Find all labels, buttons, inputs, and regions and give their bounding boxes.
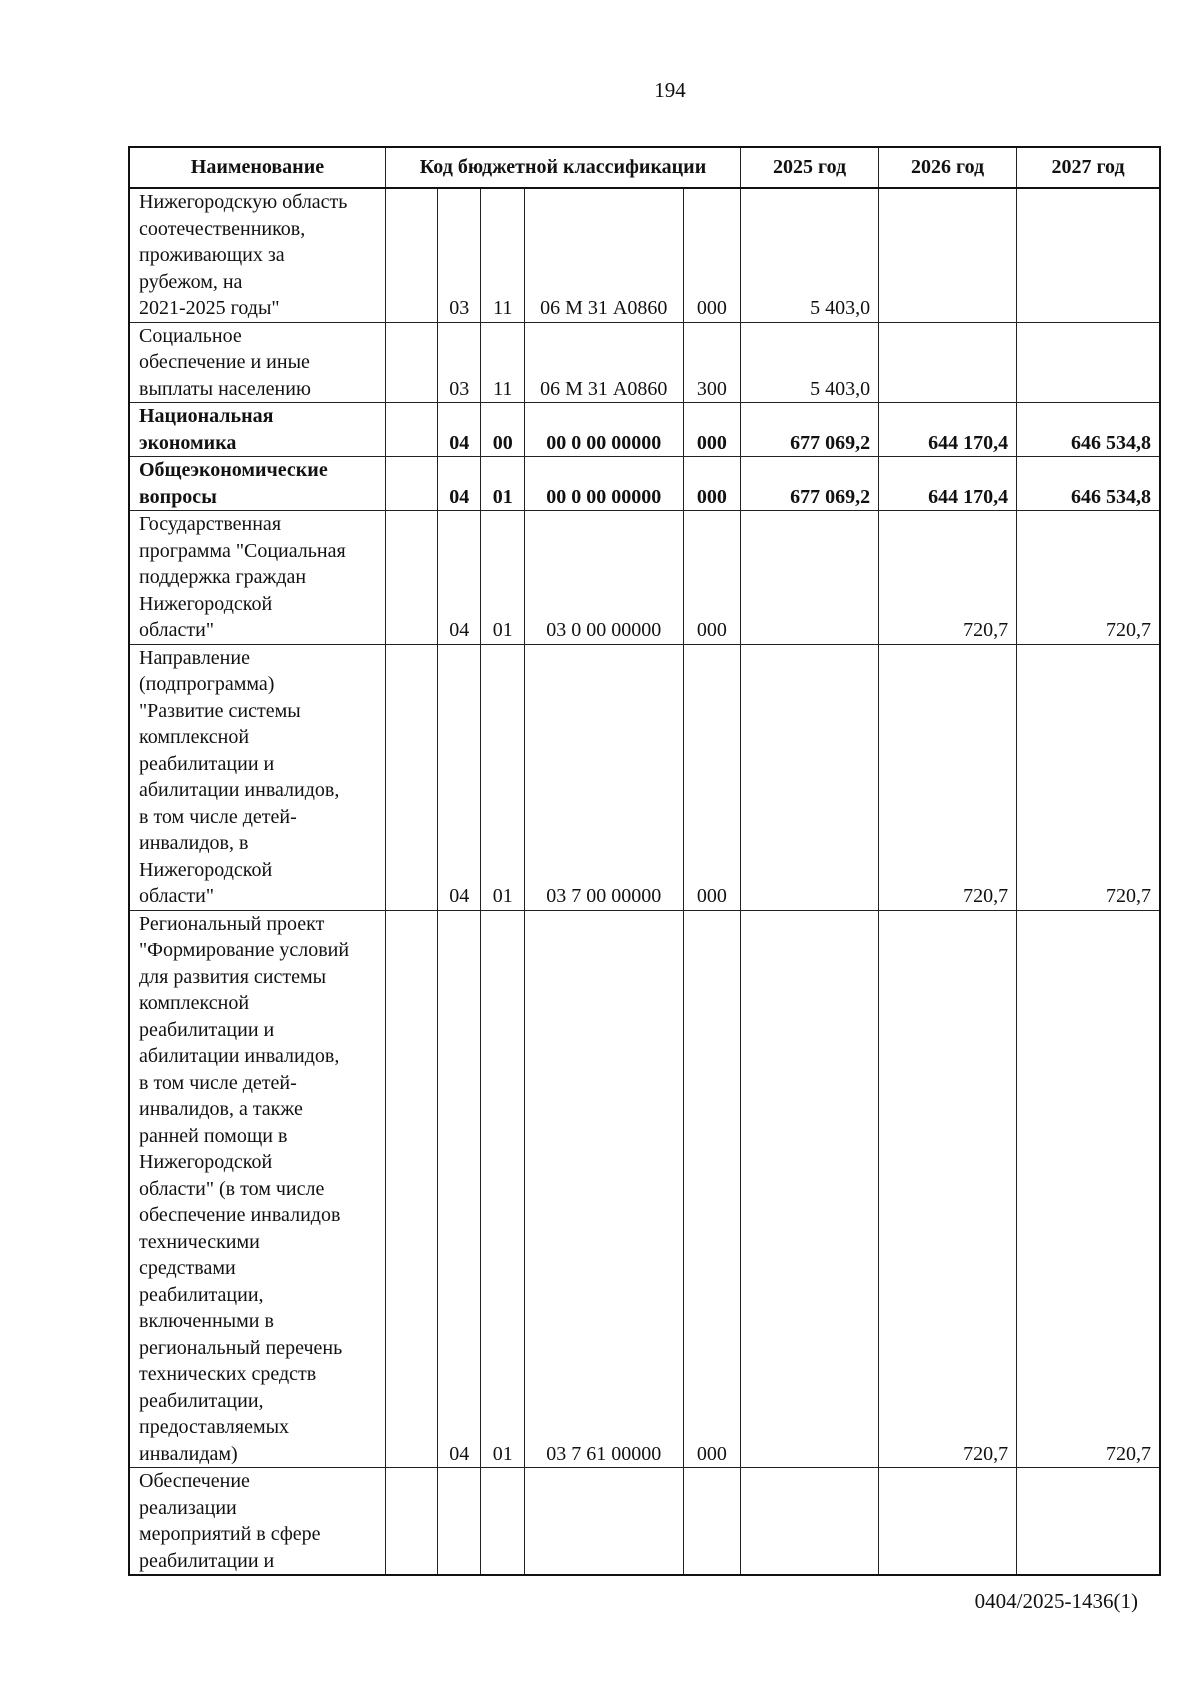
row-name-line: проживающих за <box>139 244 285 266</box>
row-name <box>129 1468 385 1576</box>
row-name-line: рубежом, на <box>139 270 243 293</box>
row-name-line: предоставляемых <box>139 1416 290 1438</box>
row-name-line: Нижегородской <box>139 1151 273 1173</box>
row-expense-kind: 000 <box>683 188 741 322</box>
row-amount-2027: 646 534,8 <box>1017 457 1160 511</box>
row-amount-2025 <box>741 511 879 645</box>
row-name <box>129 322 385 403</box>
row-section: 04 <box>438 403 481 457</box>
header-2025: 2025 год <box>741 147 879 188</box>
row-name-line: реабилитации, <box>139 1283 264 1306</box>
row-amount-2027 <box>1017 188 1160 322</box>
row-name-line: поддержка граждан <box>139 566 307 588</box>
table-body <box>129 188 1160 1575</box>
row-amount-2026: 644 170,4 <box>879 457 1017 511</box>
document-id: 0404/2025-1436(1) <box>974 1589 1138 1613</box>
row-subsection: 01 <box>481 644 524 910</box>
row-section: 03 <box>438 322 481 403</box>
table-header-row <box>129 147 1160 188</box>
row-target-code: 03 0 00 00000 <box>524 511 683 645</box>
row-name <box>129 910 385 1468</box>
row-subsection: 11 <box>481 322 524 403</box>
row-section <box>438 1468 481 1576</box>
row-name-line: "Формирование условий <box>139 939 350 961</box>
table-row <box>129 403 1160 457</box>
row-name-line: комплексной <box>139 992 250 1014</box>
row-subsection: 01 <box>481 910 524 1468</box>
row-amount-2026: 720,7 <box>879 910 1017 1468</box>
row-name-line: обеспечение инвалидов <box>139 1204 341 1226</box>
row-name-line: реализации <box>139 1496 237 1519</box>
row-name-line: средствами <box>139 1257 236 1279</box>
row-amount-2025 <box>741 644 879 910</box>
row-name-line: региональный перечень <box>139 1336 343 1359</box>
row-name <box>129 644 385 910</box>
row-target-code: 03 7 61 00000 <box>524 910 683 1468</box>
row-name-line: в том числе детей- <box>139 805 297 828</box>
row-name-line: области" <box>139 885 215 907</box>
row-name-line: ранней помощи в <box>139 1124 288 1147</box>
row-name-line: реабилитации, <box>139 1389 264 1412</box>
row-amount-2025: 677 069,2 <box>741 457 879 511</box>
row-subsection: 01 <box>481 511 524 645</box>
header-code: Код бюджетной классификации <box>385 147 740 188</box>
row-blank-cell <box>385 403 437 457</box>
row-name-line: абилитации инвалидов, <box>139 1045 340 1067</box>
row-expense-kind: 300 <box>683 322 741 403</box>
row-amount-2027: 646 534,8 <box>1017 403 1160 457</box>
row-name-line: Государственная <box>139 513 282 535</box>
row-name-line: программа "Социальная <box>139 539 346 562</box>
row-subsection: 01 <box>481 457 524 511</box>
row-amount-2027: 720,7 <box>1017 644 1160 910</box>
row-name-line: Нижегородскую область <box>139 191 348 213</box>
row-subsection <box>481 1468 524 1576</box>
header-2026: 2026 год <box>879 147 1017 188</box>
table-row <box>129 644 1160 910</box>
row-name-line: Нижегородской <box>139 592 273 615</box>
row-blank-cell <box>385 188 437 322</box>
row-name-line: Национальная <box>139 405 274 427</box>
row-name-line: области" <box>139 619 215 641</box>
row-blank-cell <box>385 644 437 910</box>
row-subsection: 00 <box>481 403 524 457</box>
row-name-line: технических средств <box>139 1363 317 1385</box>
row-amount-2026 <box>879 1468 1017 1576</box>
row-expense-kind: 000 <box>683 457 741 511</box>
row-name-line: "Развитие системы <box>139 699 301 722</box>
row-blank-cell <box>385 1468 437 1576</box>
row-name-line: комплексной <box>139 726 250 748</box>
row-name-line: экономика <box>139 431 237 454</box>
row-expense-kind: 000 <box>683 644 741 910</box>
row-name-line: Социальное <box>139 324 242 347</box>
row-amount-2026: 644 170,4 <box>879 403 1017 457</box>
table-row <box>129 511 1160 645</box>
row-name-line: мероприятий в сфере <box>139 1523 321 1545</box>
row-name-line: обеспечение и иные <box>139 351 310 373</box>
row-expense-kind <box>683 1468 741 1576</box>
row-amount-2026 <box>879 322 1017 403</box>
row-target-code: 06 М 31 А0860 <box>524 322 683 403</box>
row-expense-kind: 000 <box>683 511 741 645</box>
row-blank-cell <box>385 322 437 403</box>
row-name-line: Нижегородской <box>139 858 273 881</box>
table-row <box>129 457 1160 511</box>
table-row <box>129 322 1160 403</box>
row-name <box>129 403 385 457</box>
row-name-line: инвалидов, а также <box>139 1098 303 1120</box>
row-target-code: 00 0 00 00000 <box>524 403 683 457</box>
table-row <box>129 910 1160 1468</box>
row-amount-2026: 720,7 <box>879 511 1017 645</box>
row-name-line: соотечественников, <box>139 217 306 240</box>
row-name-line: для развития системы <box>139 965 327 988</box>
row-amount-2027 <box>1017 1468 1160 1576</box>
table-row <box>129 188 1160 322</box>
row-section: 04 <box>438 511 481 645</box>
row-name-line: реабилитации и <box>139 1549 275 1572</box>
row-name-line: (подпрограмма) <box>139 673 275 695</box>
row-amount-2025: 5 403,0 <box>741 188 879 322</box>
row-subsection: 11 <box>481 188 524 322</box>
row-target-code: 03 7 00 00000 <box>524 644 683 910</box>
row-name-line: реабилитации и <box>139 752 275 775</box>
row-section: 04 <box>438 457 481 511</box>
row-name <box>129 457 385 511</box>
budget-table <box>128 146 1161 1576</box>
table-row <box>129 1468 1160 1576</box>
row-expense-kind: 000 <box>683 910 741 1468</box>
row-expense-kind: 000 <box>683 403 741 457</box>
row-section: 04 <box>438 644 481 910</box>
row-target-code: 06 М 31 А0860 <box>524 188 683 322</box>
row-name-line: 2021-2025 годы" <box>139 297 280 319</box>
header-2027: 2027 год <box>1017 147 1160 188</box>
row-name-line: Общеэкономические <box>139 459 328 481</box>
row-name-line: Региональный проект <box>139 912 325 935</box>
row-name-line: вопросы <box>139 485 217 508</box>
row-name-line: техническими <box>139 1230 260 1253</box>
row-blank-cell <box>385 511 437 645</box>
row-name-line: в том числе детей- <box>139 1071 297 1094</box>
row-amount-2026 <box>879 188 1017 322</box>
row-name-line: Обеспечение <box>139 1470 250 1492</box>
row-amount-2027: 720,7 <box>1017 511 1160 645</box>
row-amount-2025 <box>741 1468 879 1576</box>
row-name <box>129 511 385 645</box>
row-target-code <box>524 1468 683 1576</box>
row-section: 03 <box>438 188 481 322</box>
row-amount-2026: 720,7 <box>879 644 1017 910</box>
row-name-line: абилитации инвалидов, <box>139 779 340 801</box>
row-section: 04 <box>438 910 481 1468</box>
row-name <box>129 188 385 322</box>
row-amount-2025: 677 069,2 <box>741 403 879 457</box>
row-target-code: 00 0 00 00000 <box>524 457 683 511</box>
row-name-line: Направление <box>139 646 250 669</box>
row-name-line: инвалидов, в <box>139 832 249 854</box>
header-name: Наименование <box>129 147 385 188</box>
row-name-line: инвалидам) <box>139 1442 238 1465</box>
row-name-line: выплаты населению <box>139 377 311 400</box>
row-blank-cell <box>385 457 437 511</box>
row-name-line: включенными в <box>139 1310 274 1332</box>
row-amount-2025 <box>741 910 879 1468</box>
row-blank-cell <box>385 910 437 1468</box>
page-number: 194 <box>654 78 686 102</box>
row-amount-2027 <box>1017 322 1160 403</box>
row-amount-2027: 720,7 <box>1017 910 1160 1468</box>
row-name-line: области" (в том числе <box>139 1177 325 1200</box>
row-name-line: реабилитации и <box>139 1018 275 1041</box>
row-amount-2025: 5 403,0 <box>741 322 879 403</box>
